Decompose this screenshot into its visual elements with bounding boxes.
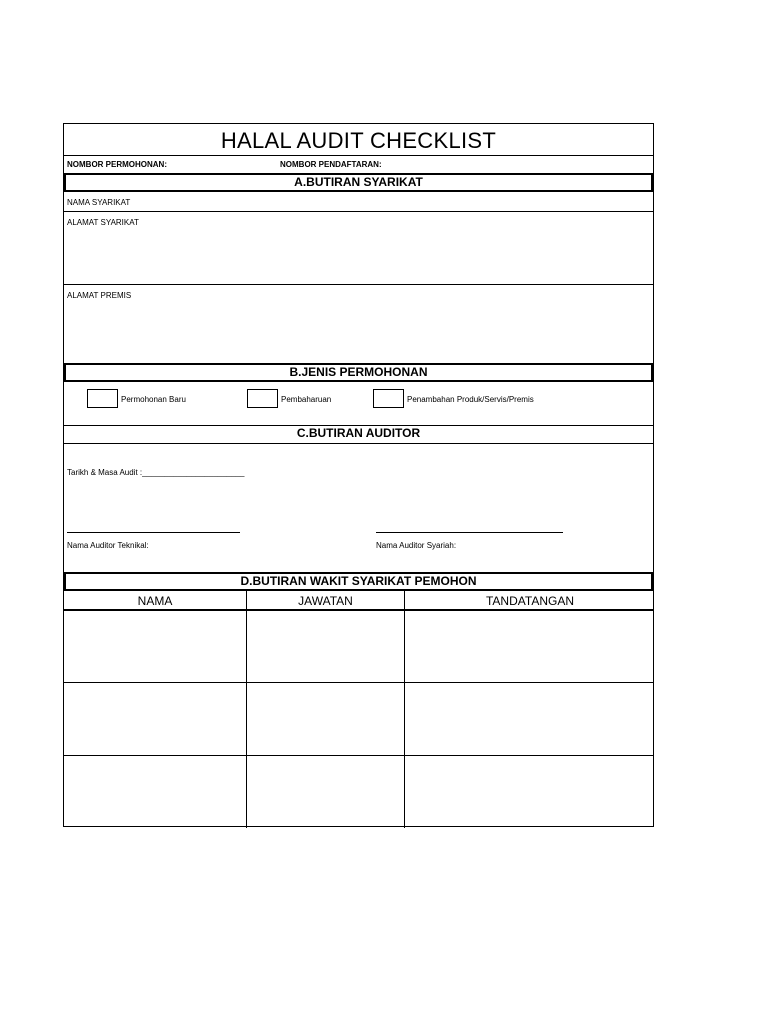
divider	[64, 284, 653, 285]
table-cell-tandatangan-row-3[interactable]	[405, 756, 654, 826]
nombor-permohonan-label: NOMBOR PERMOHONAN:	[67, 160, 167, 169]
section-d-heading: D.BUTIRAN WAKIT SYARIKAT PEMOHON	[64, 572, 653, 591]
table-cell-jawatan-row-2[interactable]	[247, 683, 404, 755]
column-header-tandatangan: TANDATANGAN	[485, 594, 574, 608]
nama-syarikat-label: NAMA SYARIKAT	[67, 198, 131, 207]
column-header-jawatan: JAWATAN	[298, 594, 353, 608]
pembaharuan-label: Pembaharuan	[281, 395, 332, 404]
table-cell-nama-row-3[interactable]	[64, 756, 246, 826]
section-b-heading: B.JENIS PERMOHONAN	[64, 363, 653, 382]
nombor-pendaftaran-label: NOMBOR PENDAFTARAN:	[280, 160, 382, 169]
halal-audit-form	[63, 123, 654, 827]
table-cell-nama-row-2[interactable]	[64, 683, 246, 755]
column-header-nama: NAMA	[137, 594, 173, 608]
form-title: HALAL AUDIT CHECKLIST	[220, 128, 497, 153]
table-cell-jawatan-row-3[interactable]	[247, 756, 404, 826]
tarikh-masa-audit-label: Tarikh & Masa Audit :_______________________	[67, 468, 245, 477]
table-cell-tandatangan-row-1[interactable]	[405, 611, 654, 682]
table-cell-nama-row-1[interactable]	[64, 611, 246, 682]
section-a-heading: A.BUTIRAN SYARIKAT	[64, 173, 653, 192]
permohonan-baru-label: Permohonan Baru	[121, 395, 186, 404]
alamat-syarikat-label: ALAMAT SYARIKAT	[67, 218, 139, 227]
divider	[64, 155, 653, 156]
divider	[64, 211, 653, 212]
auditor-teknikal-signature-line	[67, 532, 240, 533]
penambahan-label: Penambahan Produk/Servis/Premis	[407, 395, 534, 404]
auditor-teknikal-label: Nama Auditor Teknikal:	[67, 541, 149, 550]
alamat-premis-label: ALAMAT PREMIS	[67, 291, 132, 300]
auditor-syariah-label: Nama Auditor Syariah:	[376, 541, 457, 550]
pembaharuan-checkbox[interactable]	[247, 389, 278, 408]
section-c-heading: C.BUTIRAN AUDITOR	[64, 425, 653, 444]
table-cell-tandatangan-row-2[interactable]	[405, 683, 654, 755]
auditor-syariah-signature-line	[376, 532, 563, 533]
table-cell-jawatan-row-1[interactable]	[247, 611, 404, 682]
penambahan-checkbox[interactable]	[373, 389, 404, 408]
permohonan-baru-checkbox[interactable]	[87, 389, 118, 408]
